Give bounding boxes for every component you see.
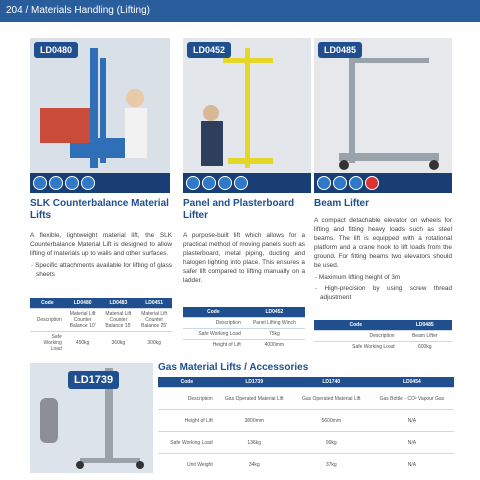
table-cell: 90kg — [293, 432, 370, 454]
table-cell: 136kg — [216, 432, 293, 454]
slk-title: SLK Counterbalance Material Lifts — [30, 198, 169, 221]
hard-hat-icon — [317, 176, 331, 190]
table-cell: N/A — [370, 410, 454, 432]
table-header: Code — [158, 377, 216, 388]
panel-description: A purpose-built lift which allows for a practical method of moving panels such as plasterboard, metal piping, ducting and halogen lighting into place. This ensures a safer lift compared to lifting manually on a ladder. — [183, 232, 305, 284]
panel-title: Panel and Plasterboard Lifter — [183, 198, 295, 221]
beam-spec-table — [314, 320, 452, 352]
table-cell: Material Lift Counter Balance 25' — [136, 309, 172, 332]
table-header: Code — [183, 307, 244, 318]
product-photo-ld0485 — [314, 38, 452, 193]
table-header: LD0452 — [244, 307, 305, 318]
table-row — [158, 388, 454, 410]
table-cell: Gas Bottle - CO² Vapour Gas — [370, 388, 454, 410]
gloves-icon — [65, 176, 79, 190]
warning-icon — [365, 176, 379, 190]
page-header-bar — [0, 0, 480, 22]
beam-lifter-illustration — [314, 38, 452, 173]
table-cell: Safe Working Load — [158, 432, 216, 454]
safety-boot-icon — [202, 176, 216, 190]
gas-spec-table — [158, 377, 454, 476]
table-cell: Gas Operated Material Lift — [293, 388, 370, 410]
beam-bullet: - High-precision by using screw thread adjustment — [314, 284, 452, 302]
table-cell: Material Lift Counter Balance 10' — [65, 309, 101, 332]
material-lift-illustration — [30, 38, 170, 173]
product-photo-ld0452 — [183, 38, 311, 193]
table-cell: Height of Lift — [158, 410, 216, 432]
panel-spec-table — [183, 307, 305, 350]
beam-bullet: - Maximum lifting height of 3m — [314, 273, 452, 282]
table-row — [158, 432, 454, 454]
safety-icons — [183, 173, 311, 193]
gloves-icon — [218, 176, 232, 190]
table-header: LD0451 — [136, 298, 172, 309]
table-row — [183, 329, 305, 340]
gloves-icon — [349, 176, 363, 190]
table-cell: 4000mm — [244, 340, 305, 351]
hi-vis-icon — [234, 176, 248, 190]
hard-hat-icon — [33, 176, 47, 190]
table-header: LD0483 — [100, 298, 136, 309]
product-code-tag: LD1739 — [68, 371, 119, 389]
table-header: Code — [314, 320, 398, 331]
table-cell: 3800mm — [216, 410, 293, 432]
table-header: LD0480 — [65, 298, 101, 309]
table-cell: 360kg — [100, 332, 136, 355]
slk-bullet: - Specific attachments available for lifting of glass sheets — [30, 261, 172, 279]
slk-description: A flexible, lightweight material lift, the SLK Counterbalance Material Lift is designed to allow lifting of materials up to walls and other surfaces. — [30, 232, 172, 257]
table-row — [314, 331, 452, 342]
table-cell: 37kg — [293, 454, 370, 476]
table-header: LD0485 — [398, 320, 452, 331]
table-row — [314, 342, 452, 353]
panel-description-block — [183, 231, 305, 285]
beam-description: A compact detachable elevator on wheels for lifting and fitting heavy loads such as steel beams. The lift is equipped with a rotational platform and a crane hook to lift loads from the ground. For fitting beams two elevators should be used. — [314, 217, 452, 269]
table-row — [183, 318, 305, 329]
table-row — [158, 410, 454, 432]
hard-hat-icon — [186, 176, 200, 190]
table-cell: Safe Working Load — [30, 332, 65, 355]
table-cell: 600kg — [398, 342, 452, 353]
table-cell: 450kg — [65, 332, 101, 355]
table-row — [158, 454, 454, 476]
panel-lifter-illustration — [183, 38, 311, 173]
table-header: LD1740 — [293, 377, 370, 388]
table-header: LD0454 — [370, 377, 454, 388]
safety-icons — [314, 173, 452, 193]
table-cell: 75kg — [244, 329, 305, 340]
product-photo-ld1739 — [30, 363, 153, 473]
table-header: LD1739 — [216, 377, 293, 388]
hi-vis-icon — [81, 176, 95, 190]
table-cell: Gas Operated Material Lift — [216, 388, 293, 410]
safety-icons — [30, 173, 170, 193]
safety-boot-icon — [333, 176, 347, 190]
table-row — [30, 309, 172, 332]
table-cell: N/A — [370, 454, 454, 476]
product-photo-ld0480 — [30, 38, 170, 193]
table-cell: Safe Working Load — [183, 329, 244, 340]
table-row — [183, 340, 305, 351]
table-cell: Description — [30, 309, 65, 332]
table-cell: N/A — [370, 432, 454, 454]
table-cell: Material Lift Counter Balance 15' — [100, 309, 136, 332]
table-cell: 300kg — [136, 332, 172, 355]
table-cell: Description — [183, 318, 244, 329]
safety-boot-icon — [49, 176, 63, 190]
product-code-tag: LD0480 — [34, 42, 78, 58]
table-cell: Description — [158, 388, 216, 410]
table-cell: Panel Lifting Winch — [244, 318, 305, 329]
table-cell: Unit Weight — [158, 454, 216, 476]
product-code-tag: LD0485 — [318, 42, 362, 58]
page-header-title: 204 / Materials Handling (Lifting) — [6, 5, 150, 16]
table-cell: Beam Lifter — [398, 331, 452, 342]
table-cell: Height of Lift — [183, 340, 244, 351]
table-header: Code — [30, 298, 65, 309]
slk-description-block — [30, 231, 172, 281]
table-cell: 5600mm — [293, 410, 370, 432]
table-row — [30, 332, 172, 355]
product-code-tag: LD0452 — [187, 42, 231, 58]
table-cell: 34kg — [216, 454, 293, 476]
beam-description-block — [314, 216, 452, 304]
gas-title: Gas Material Lifts / Accessories — [158, 362, 309, 373]
table-cell: Safe Working Load — [314, 342, 398, 353]
slk-spec-table — [30, 298, 172, 354]
table-cell: Description — [314, 331, 398, 342]
beam-title: Beam Lifter — [314, 198, 370, 209]
